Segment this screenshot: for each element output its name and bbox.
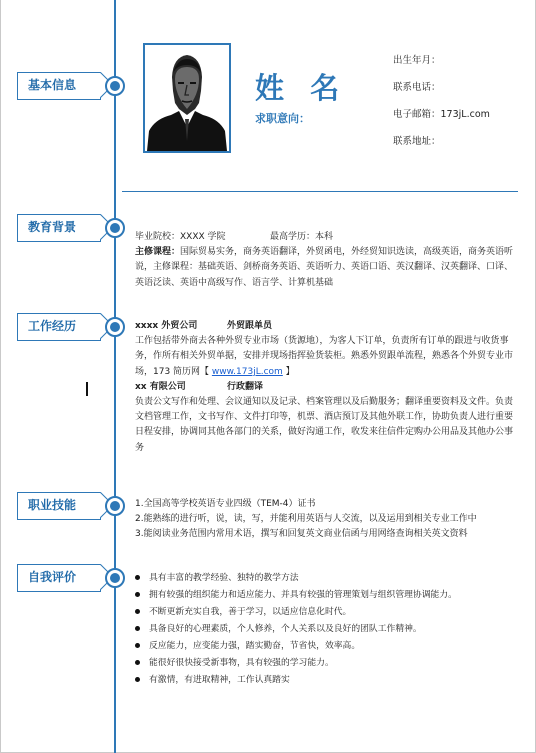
job2-title: 行政翻译: [227, 381, 264, 392]
section-label-skills: 职业技能: [17, 492, 101, 520]
skill-item: 2.能熟练的进行听，说，读，写，并能利用英语与人交流，以及运用到相关专业工作中: [135, 514, 477, 525]
email-row: [393, 106, 490, 120]
education-degree: 最高学历：本科: [270, 232, 334, 242]
job1-company: xxxx 外贸公司: [135, 321, 198, 331]
job2-company: xx 有限公司: [135, 381, 186, 392]
self-eval-item: 不断更新充实自我，善于学习，以适应信息化时代。: [135, 604, 515, 617]
bullet-icon: [135, 677, 140, 682]
header-divider: [122, 191, 518, 192]
timeline-node-icon: [105, 218, 125, 238]
timeline-node-icon: [105, 568, 125, 588]
self-eval-item: 拥有较强的组织能力和适应能力、并具有较强的管理策划与组织管理协调能力。: [135, 587, 515, 600]
job1-description: 工作包括带外商去各种外贸专业市场（货源地），为客人下订单，负责所有订单的跟进与收货事务，作所有相关外贸单据，安排并现场指挥验货装柜。熟悉外贸跟单流程，熟悉各个外贸专业市场，173 简历网【 www.173jL.com 】: [135, 336, 514, 377]
section-label-basic-info: 基本信息: [17, 72, 101, 100]
skill-item: 1.全国高等学校英语专业四级（TEM-4）证书: [135, 499, 316, 509]
skill-item: 3.能阅读业务范围内常用术语，撰写和回复英文商业信函与用网络查询相关英文资料: [135, 529, 468, 540]
work-block: [135, 319, 515, 456]
address-label: 联系地址：: [393, 136, 441, 147]
self-eval-item: 具备良好的心理素质，个人修养，个人关系以及良好的团队工作精神。: [135, 621, 515, 634]
bullet-icon: [135, 626, 140, 631]
timeline-line: [114, 0, 116, 753]
education-block: [135, 230, 515, 291]
profile-photo: [143, 43, 231, 153]
timeline-node-icon: [105, 76, 125, 96]
email-label: 电子邮箱：: [393, 109, 441, 120]
section-label-education: 教育背景: [17, 214, 101, 242]
education-school-row: [135, 230, 515, 245]
bullet-icon: [135, 643, 140, 648]
email-value: 173jL.com: [440, 109, 490, 120]
phone-label: 联系电话：: [393, 82, 441, 93]
self-eval-item: 能很好很快接受新事物，具有较强的学习能力。: [135, 655, 515, 668]
job2-description: 负责公文写作和处理、会议通知以及记录、档案管理以及后勤服务；翻译重要资料及文件。负责文档管理工作，文书写作、文件打印等，机票、酒店预订及其他外联工作，协助负责人进行重要日程安排，协调同其他各部门的关系，做好沟通工作，收发来往信件定购办公用品及其他办公事务: [135, 397, 514, 453]
bullet-icon: [135, 575, 140, 580]
self-eval-item: 有激情，有进取精神，工作认真踏实: [135, 672, 515, 685]
job2-header: [135, 380, 515, 395]
bullet-icon: [135, 660, 140, 665]
bullet-icon: [135, 609, 140, 614]
job1-title: 外贸跟单员: [227, 321, 273, 331]
job1-link[interactable]: www.173jL.com: [211, 366, 283, 377]
self-eval-item: 反应能力，应变能力强，踏实勤奋，节省快，效率高。: [135, 638, 515, 651]
education-major-courses: 主修课程：国际贸易实务，商务英语翻译，外贸函电，外经贸知识选读，高级英语，商务英语听说，主修课程：基础英语、剑桥商务英语、英语听力、英语口语、英汉翻译、汉英翻译、口译、英语泛读、英语中高级写作、语言学、计算机基础: [135, 247, 514, 288]
text-cursor: [86, 382, 88, 396]
education-school: 毕业院校：XXXX 学院: [135, 232, 226, 242]
bullet-icon: [135, 592, 140, 597]
section-label-work: 工作经历: [17, 313, 101, 341]
skills-block: [135, 497, 515, 543]
job1-header: [135, 319, 515, 334]
self-eval-item: 具有丰富的教学经验、独特的教学方法: [135, 570, 515, 583]
timeline-node-icon: [105, 317, 125, 337]
birth-date-label: 出生年月：: [393, 55, 441, 66]
candidate-name: 姓 名: [255, 71, 348, 105]
job-intent-label: 求职意向：: [255, 112, 310, 125]
section-label-self-eval: 自我评价: [17, 564, 101, 592]
timeline-node-icon: [105, 496, 125, 516]
